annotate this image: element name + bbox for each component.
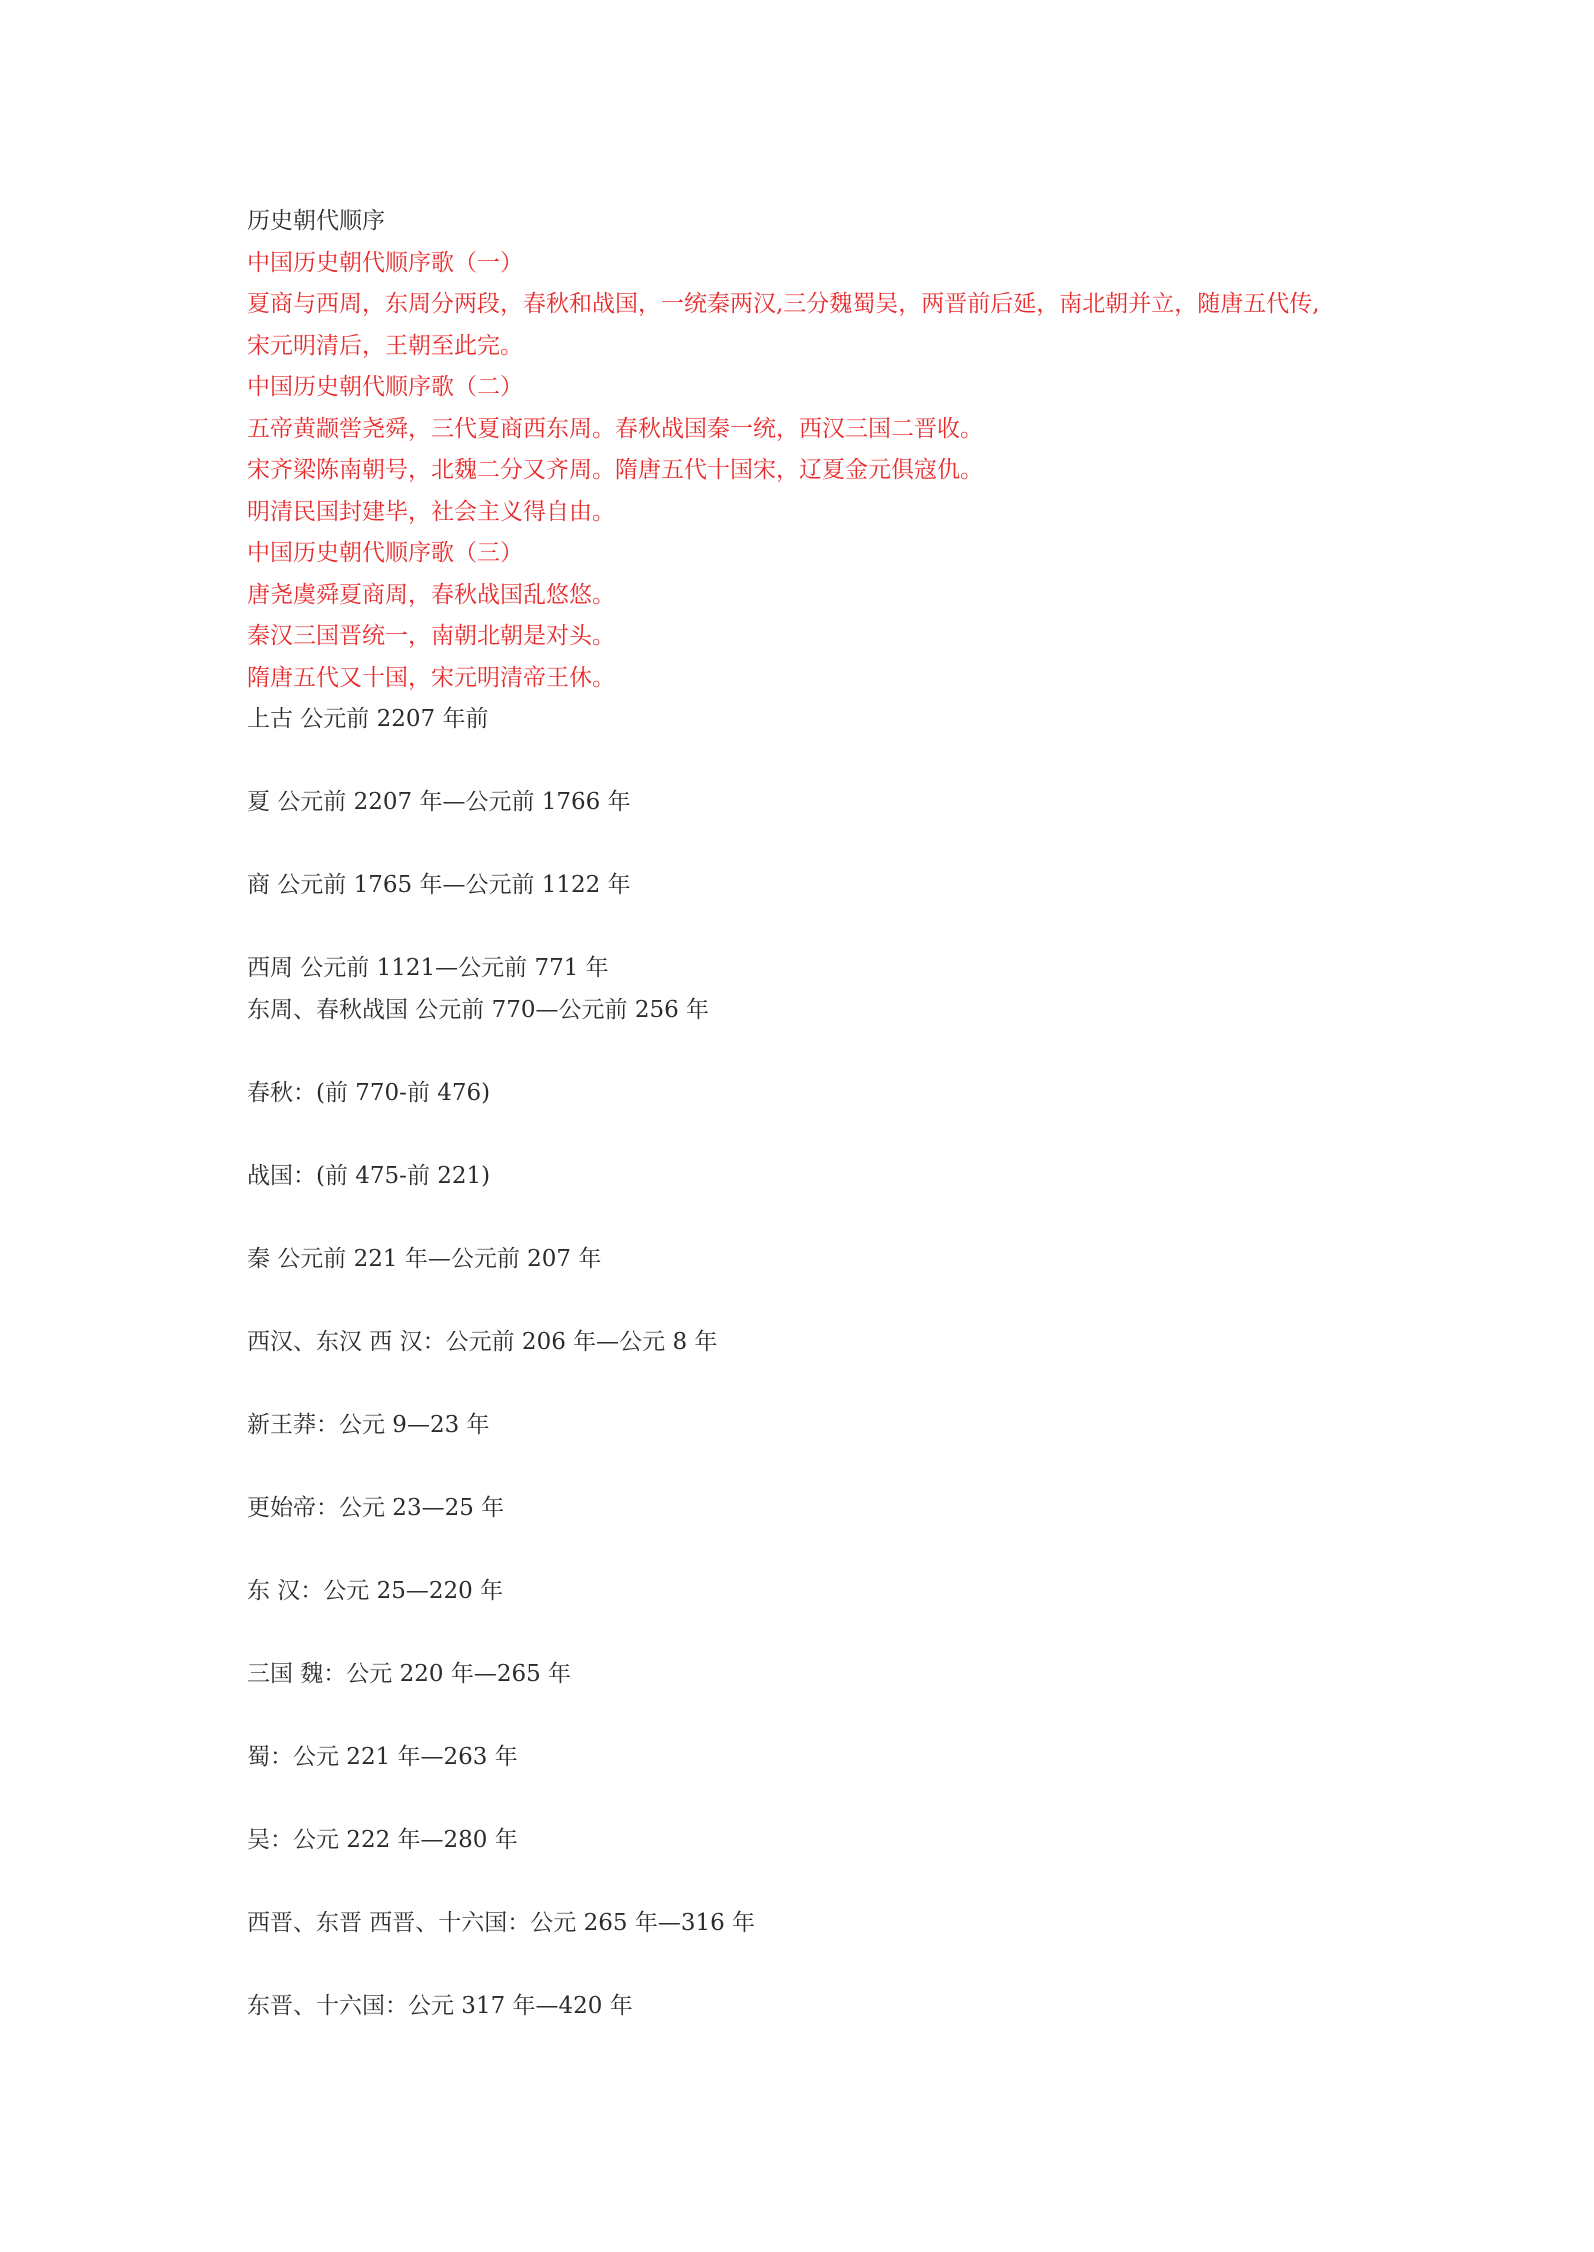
dynasty-entry: 三国 魏：公元 220 年—265 年 [247, 1660, 572, 1687]
dynasty-entry: 战国：(前 475-前 221) [247, 1162, 491, 1189]
blank-line [247, 741, 1447, 783]
song-3-title: 中国历史朝代顺序歌（三） [247, 540, 523, 566]
dynasty-entry: 东周、春秋战国 公元前 770—公元前 256 年 [247, 996, 710, 1023]
dynasty-entry: 西晋、东晋 西晋、十六国：公元 265 年—316 年 [247, 1909, 756, 1936]
blank-line [247, 1114, 1447, 1156]
dynasty-entry: 商 公元前 1765 年—公元前 1122 年 [247, 872, 631, 898]
blank-line [247, 1446, 1447, 1488]
dynasty-entry: 东 汉：公元 25—220 年 [247, 1577, 504, 1604]
blank-line [247, 1529, 1447, 1571]
song-1-line: 宋元明清后，王朝至此完。 [247, 332, 523, 359]
document-title: 历史朝代顺序 [247, 208, 385, 234]
dynasty-entry: 夏 公元前 2207 年—公元前 1766 年 [247, 789, 631, 815]
blank-line [247, 907, 1447, 949]
blank-line [247, 1280, 1447, 1322]
blank-line [247, 1778, 1447, 1820]
document-content [247, 201, 1447, 2027]
blank-line [247, 824, 1447, 866]
song-3-line: 秦汉三国晋统一，南朝北朝是对头。 [247, 623, 615, 649]
dynasty-entry: 蜀：公元 221 年—263 年 [247, 1743, 518, 1770]
dynasty-entry: 上古 公元前 2207 年前 [247, 706, 489, 732]
dynasty-entry: 新王莽：公元 9—23 年 [247, 1411, 490, 1438]
song-2-title: 中国历史朝代顺序歌（二） [247, 374, 523, 400]
dynasty-entry: 春秋：(前 770-前 476) [247, 1079, 491, 1106]
blank-line [247, 1861, 1447, 1903]
song-2-line: 五帝黄颛喾尧舜，三代夏商西东周。春秋战国秦一统，西汉三国二晋收。 [247, 415, 983, 442]
blank-line [247, 1944, 1447, 1986]
song-1-line: 夏商与西周，东周分两段，春秋和战国，一统秦两汉,三分魏蜀吴，两晋前后延，南北朝并立，随唐五代传, [247, 291, 1320, 317]
song-2-line: 宋齐梁陈南朝号，北魏二分又齐周。隋唐五代十国宋，辽夏金元俱寇仇。 [247, 457, 983, 483]
dynasty-entry: 西周 公元前 1121—公元前 771 年 [247, 955, 609, 981]
dynasty-entry: 吴：公元 222 年—280 年 [247, 1826, 518, 1853]
song-3-line: 唐尧虞舜夏商周，春秋战国乱悠悠。 [247, 581, 615, 608]
blank-line [247, 1695, 1447, 1737]
dynasty-entry: 东晋、十六国：公元 317 年—420 年 [247, 1992, 633, 2019]
blank-line [247, 1612, 1447, 1654]
blank-line [247, 1031, 1447, 1073]
dynasty-entry: 更始帝：公元 23—25 年 [247, 1494, 505, 1521]
blank-line [247, 1363, 1447, 1405]
dynasty-entry: 秦 公元前 221 年—公元前 207 年 [247, 1245, 602, 1272]
song-2-line: 明清民国封建毕，社会主义得自由。 [247, 498, 615, 525]
blank-line [247, 1197, 1447, 1239]
song-1-title: 中国历史朝代顺序歌（一） [247, 249, 523, 276]
song-3-line: 隋唐五代又十国，宋元明清帝王休。 [247, 664, 615, 691]
dynasty-entry: 西汉、东汉 西 汉：公元前 206 年—公元 8 年 [247, 1328, 718, 1355]
